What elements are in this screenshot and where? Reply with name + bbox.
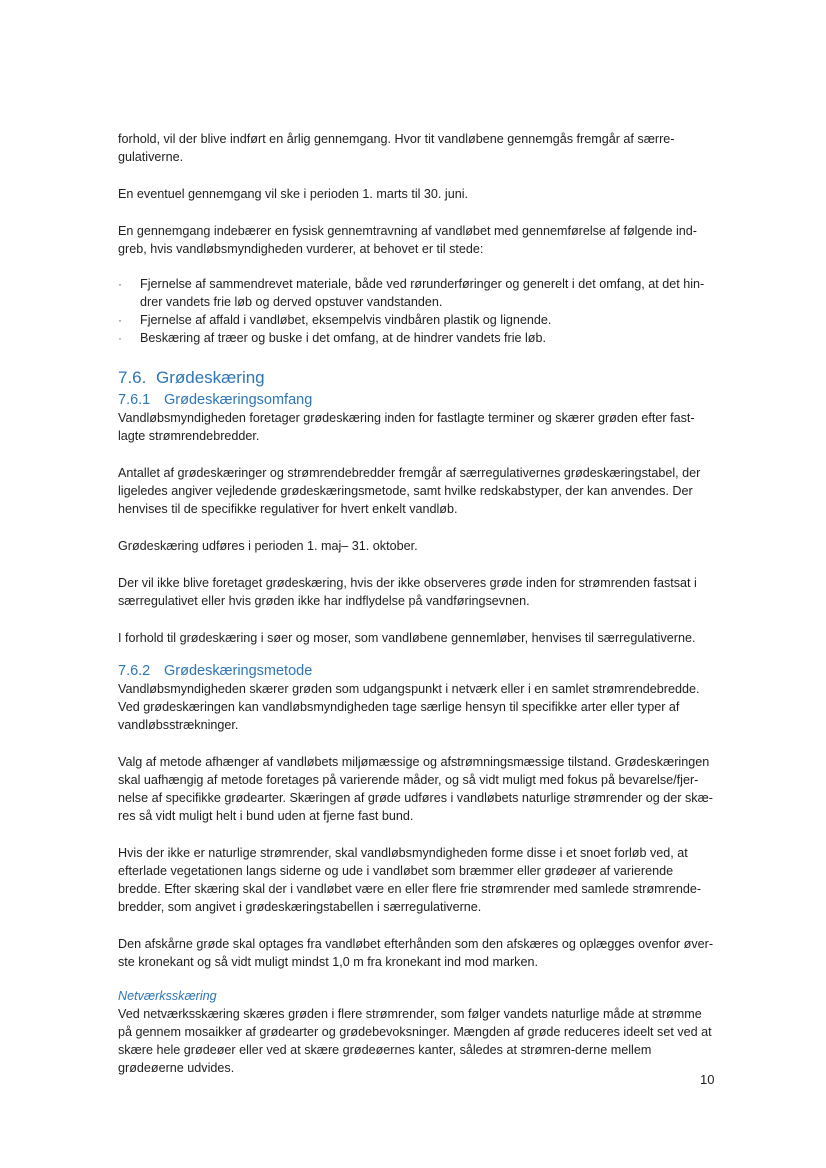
sub1-paragraph: Vandløbsmyndigheden foretager grødeskæring inden for fastlagte terminer og skærer grøden efter fast-lagte strømrendebredder. (118, 411, 695, 443)
section-number: 7.6. (118, 368, 147, 387)
document-page (118, 130, 718, 1077)
list-item-text: Beskæring af træer og buske i det omfang, at de hindrer vandets frie løb. (140, 331, 547, 345)
netvaerk-heading: Netværksskæring (118, 989, 217, 1003)
sub1-paragraph: Der vil ikke blive foretaget grødeskæring, hvis der ikke observeres grøde inden for strømrenden fastsat i særregulativet eller hvis grøden ikke har indflydelse på vandføringsevnen. (118, 576, 697, 608)
list-item-text: Fjernelse af affald i vandløbet, eksempelvis vindbåren plastik og lignende. (140, 313, 552, 327)
subsection-heading-2 (118, 662, 718, 680)
bullet-icon: · (118, 277, 122, 291)
netvaerk-paragraph: Ved netværksskæring skæres grøden i flere strømrender, som følger vandets naturlige måde at strømme på gennem mosaikker af grødearter og grødebevoksninger. Mængden af grøde reduceres ideelt set ved at skære hele grødeøer eller ved at skære grødeøernes kanter, således at strømren-derne mellem grødeøerne udvides. (118, 1007, 712, 1075)
intro-paragraph-2: En eventuel gennemgang vil ske i perioden 1. marts til 30. juni. (118, 187, 469, 201)
subsection-title: Grødeskæringsmetode (164, 663, 313, 679)
sub1-paragraph: Antallet af grødeskæringer og strømrendebredder fremgår af særregulativernes grødeskæringstabel, der ligeledes angiver vejledende grødeskæringsmetode, samt hvilke redskabstyper, der kan anvendes. Der henvises til de specifikke regulativer for hvert enkelt vandløb. (118, 466, 701, 516)
sub2-paragraph: Valg af metode afhænger af vandløbets miljømæssige og afstrømningsmæssige tilstand. Grødeskæringen skal uafhængig af metode foretages på varierende måder, og så vidt muligt med fokus på bevarelse/fjer-nelse af specifikke grødearter. Skæringen af grøde udføres i vandløbets naturlige strømrender og der skæ-res så vidt muligt helt i bund uden at fjerne fast bund. (118, 755, 713, 823)
sub2-paragraph: Vandløbsmyndigheden skærer grøden som udgangspunkt i netværk eller i en samlet strømrendebredde. Ved grødeskæringen kan vandløbsmyndigheden tage særlige hensyn til specifikke arter eller typer af vandløbsstrækninger. (118, 682, 700, 732)
intro-paragraph-1: forhold, vil der blive indført en årlig gennemgang. Hvor tit vandløbene gennemgås fremgår af særre-gulativerne. (118, 132, 675, 164)
intervention-list (118, 275, 718, 347)
sub2-paragraph: Hvis der ikke er naturlige strømrender, skal vandløbsmyndigheden forme disse i et snoet forløb ved, at efterlade vegetationen langs siderne og ude i vandløbet som bræmmer eller grødeøer af varierende bredde. Efter skæring skal der i vandløbet være en eller flere frie strømrender med samlede strømrende-bredder, som angivet i grødeskæringstabellen i særregulativerne. (118, 846, 702, 914)
section-title: Grødeskæring (156, 368, 265, 387)
sub1-paragraph: I forhold til grødeskæring i søer og moser, som vandløbene gennemløber, henvises til særregulativerne. (118, 631, 696, 645)
list-item (118, 275, 718, 311)
sub2-paragraph: Den afskårne grøde skal optages fra vandløbet efterhånden som den afskæres og oplægges ovenfor øver-ste kronekant og så vidt muligt mindst 1,0 m fra kronekant ind mod marken. (118, 937, 714, 969)
page-number: 10 (700, 1072, 715, 1087)
subsection-number: 7.6.1 (118, 392, 151, 408)
subsection-heading-1 (118, 391, 718, 409)
bullet-icon: · (118, 331, 122, 345)
intro-paragraph-3: En gennemgang indebærer en fysisk gennemtravning af vandløbet med gennemførelse af følgende ind-greb, hvis vandløbsmyndigheden vurderer, at behovet er til stede: (118, 224, 697, 256)
list-item-text: Fjernelse af sammendrevet materiale, både ved rørunderføringer og generelt i det omfang, at det hin-drer vandets frie løb og derved opstuver vandstanden. (140, 277, 705, 309)
subsection-title: Grødeskæringsomfang (164, 392, 313, 408)
bullet-icon: · (118, 313, 122, 327)
list-item (118, 329, 718, 347)
list-item (118, 311, 718, 329)
sub1-paragraph: Grødeskæring udføres i perioden 1. maj– 31. oktober. (118, 539, 418, 553)
section-heading (118, 367, 718, 389)
subsection-number: 7.6.2 (118, 663, 151, 679)
